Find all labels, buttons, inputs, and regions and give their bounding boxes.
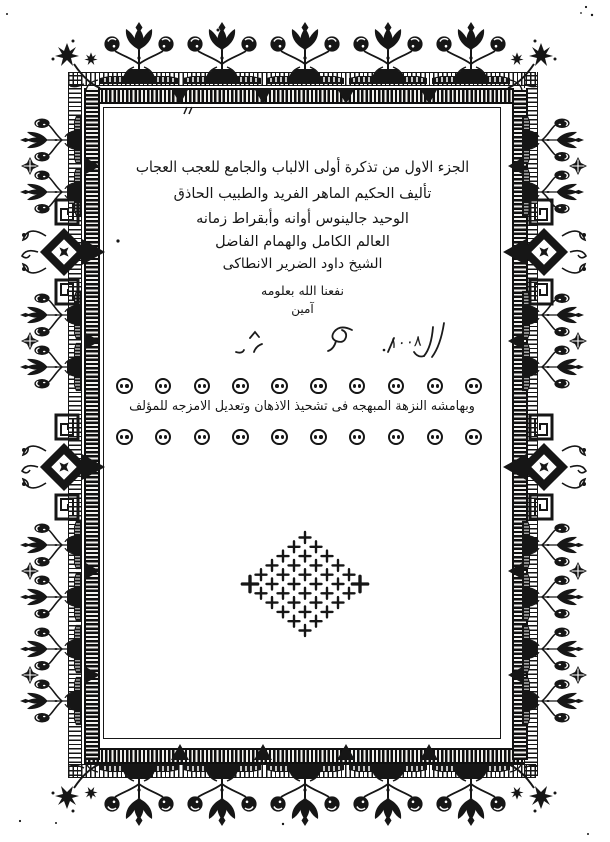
ring-ornament	[465, 378, 482, 395]
rosette-ornament	[21, 157, 39, 175]
ring-ornament-row-top	[116, 377, 482, 395]
rosette-ornament	[569, 157, 587, 175]
ring-ornament	[427, 429, 444, 446]
ring-ornament	[388, 378, 405, 395]
title-line-6: نفعنا الله بعلومه	[261, 283, 344, 298]
title-line-5: الشيخ داود الضرير الانطاكى	[222, 256, 383, 272]
ring-ornament	[271, 378, 288, 395]
title-line-3: الوحيد جالينوس أوانه وأبقراط زمانه	[196, 211, 409, 227]
title-line-4: العالم الكامل والهمام الفاضل	[215, 234, 390, 250]
ring-ornament	[310, 429, 327, 446]
margin-edition-note: وبهامشه النزهة المبهجه فى تشحيذ الاذهان وتعديل الامزجه للمؤلف	[129, 399, 475, 414]
ring-ornament	[388, 429, 405, 446]
ring-ornament	[116, 378, 133, 395]
ring-ornament	[349, 429, 366, 446]
rosette-ornament	[569, 332, 587, 350]
ring-ornament	[155, 429, 172, 446]
ring-ornament	[465, 429, 482, 446]
frame-rail-top	[68, 72, 536, 86]
ring-ornament	[427, 378, 444, 395]
rosette-ornament	[21, 666, 39, 684]
rosette-ornament	[569, 666, 587, 684]
frame-band-right	[512, 88, 528, 760]
ring-ornament	[116, 429, 133, 446]
ring-ornament-row-bottom	[116, 428, 482, 446]
title-line-2: تأليف الحكيم الماهر الفريد والطبيب الحاذق	[173, 186, 432, 202]
handwritten-numerals: ١٠٠٨	[389, 331, 423, 353]
frame-rail-left	[68, 72, 82, 776]
ring-ornament	[232, 429, 249, 446]
ring-ornament	[310, 378, 327, 395]
rosette-ornament	[21, 562, 39, 580]
ring-ornament	[194, 378, 211, 395]
ring-ornament	[349, 378, 366, 395]
title-line-7-amin: آمين	[291, 302, 314, 316]
frame-band-top	[84, 88, 524, 104]
rosette-ornament	[569, 562, 587, 580]
ring-ornament	[155, 378, 172, 395]
ring-ornament	[194, 429, 211, 446]
title-line-1: الجزء الاول من تذكرة أولى الالباب والجامع للعجب العجاب	[135, 158, 470, 176]
frame-band-bottom	[84, 748, 524, 764]
frame-band-left	[84, 88, 100, 760]
ring-ornament	[232, 378, 249, 395]
frame-dashed-line-top	[92, 85, 516, 86]
rosette-ornament	[21, 332, 39, 350]
ring-ornament	[271, 429, 288, 446]
frame-rail-bottom	[68, 764, 536, 778]
